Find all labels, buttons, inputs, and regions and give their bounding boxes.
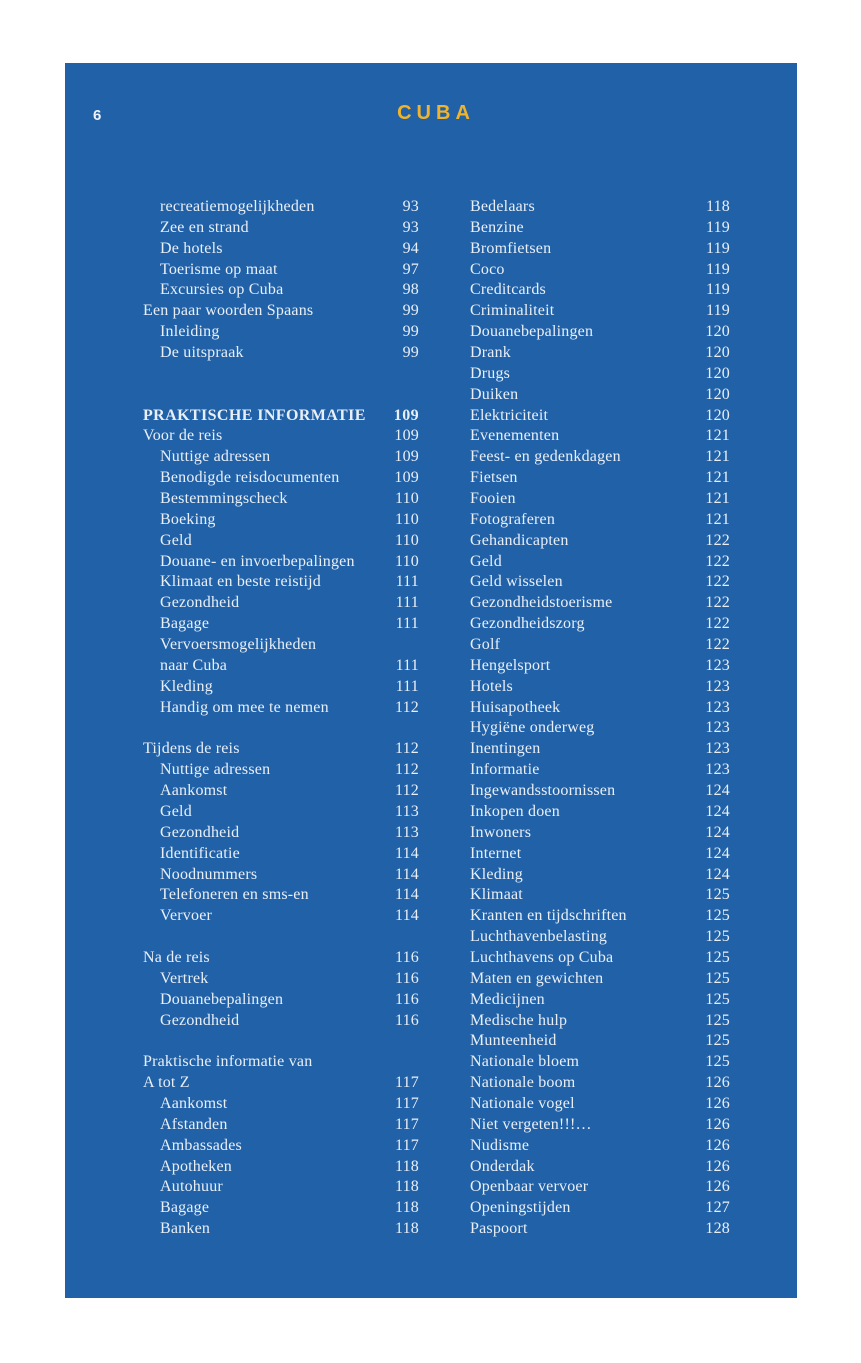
toc-column-right [470,197,730,1240]
toc-entry-label: Bagage [160,615,210,633]
toc-entry-label: Apotheken [160,1157,233,1175]
toc-entry [143,1011,419,1032]
toc-entry-label: Fietsen [470,469,518,487]
toc-entry-page: 113 [394,823,419,841]
toc-entry [143,489,419,510]
toc-entry-page: 121 [705,490,730,508]
toc-entry [143,802,419,823]
toc-entry-page: 112 [394,740,419,758]
book-title: CUBA [397,102,475,124]
toc-entry [470,614,730,635]
toc-entry [470,1136,730,1157]
toc-entry-label: Inwoners [470,823,532,841]
toc-entry-page: 116 [394,948,419,966]
toc-entry-label: Inkopen doen [470,802,560,820]
toc-entry-label: Informatie [470,761,540,779]
toc-entry-label: Coco [470,260,505,278]
toc-entry [470,948,730,969]
toc-entry-label: Elektriciteit [470,406,549,424]
toc-entry [143,322,419,343]
toc-entry-label: Hengelsport [470,656,551,674]
toc-entry-label: Nationale boom [470,1074,576,1092]
toc-entry-label: Douanebepalingen [470,323,594,341]
toc-entry-page: 122 [705,594,730,612]
toc-entry [143,1052,419,1073]
toc-entry [143,1136,419,1157]
toc-entry-label: Medische hulp [470,1011,568,1029]
toc-entry-label: Telefoneren en sms-en [160,886,309,904]
toc-entry-page: 119 [705,260,730,278]
toc-entry-label: Praktische informatie van [143,1053,313,1071]
toc-entry-page: 123 [705,719,730,737]
toc-entry-label: A tot Z [143,1074,190,1092]
toc-entry-page: 119 [705,302,730,320]
toc-entry [143,552,419,573]
page-number: 6 [93,107,102,124]
toc-entry-page: 120 [705,385,730,403]
toc-entry [143,280,419,301]
toc-entry-page: 111 [395,656,419,674]
toc-entry-label: Douanebepalingen [160,990,284,1008]
toc-entry-page: 124 [705,802,730,820]
toc-entry-page: 93 [402,198,419,215]
toc-entry-label: Golf [470,636,501,654]
toc-entry [470,656,730,677]
toc-entry-label: Hotels [470,677,513,695]
toc-entry [470,927,730,948]
toc-entry [470,1198,730,1219]
toc-entry-label: Internet [470,844,522,862]
toc-entry-label: Gezondheid [160,823,240,841]
toc-entry-page: 111 [395,573,419,591]
toc-entry [143,948,419,969]
toc-entry-page: 110 [394,531,419,549]
toc-entry-label: Openingstijden [470,1199,571,1217]
toc-entry-label: Autohuur [160,1178,223,1196]
toc-entry-page: 118 [394,1199,419,1217]
toc-entry [470,1157,730,1178]
toc-entry-page: 126 [705,1136,730,1154]
toc-entry-label: Huisapotheek [470,698,561,716]
toc-entry [143,1177,419,1198]
toc-entry-label: Gehandicapten [470,531,569,549]
toc-entry-page: 125 [705,948,730,966]
toc-entry [143,781,419,802]
toc-entry-page: 124 [705,865,730,883]
toc-entry [143,865,419,886]
toc-entry-label: Toerisme op maat [160,260,278,278]
toc-entry-label: Nudisme [470,1136,530,1154]
toc-entry [143,301,419,322]
toc-entry-label: Boeking [160,510,216,528]
toc-entry-page: 99 [402,302,419,320]
toc-entry-label: Geld [160,531,192,549]
toc-entry [143,656,419,677]
toc-entry [143,969,419,990]
toc-entry [143,343,419,364]
toc-entry-page: 99 [402,344,419,362]
toc-entry-page: 122 [705,531,730,549]
toc-entry-label: De uitspraak [160,344,244,362]
toc-entry-label: Criminaliteit [470,302,555,320]
toc-entry [470,802,730,823]
toc-entry-label: Niet vergeten!!!… [470,1115,592,1133]
toc-entry-page: 116 [394,990,419,1008]
toc-entry-page: 93 [402,218,419,236]
toc-entry-label: Identificatie [160,844,240,862]
toc-entry-label: Paspoort [470,1220,528,1238]
toc-entry [143,531,419,552]
toc-entry-label: Gezondheid [160,594,240,612]
toc-entry-label: Noodnummers [160,865,258,883]
toc-entry [470,823,730,844]
toc-entry [470,239,730,260]
toc-entry [470,572,730,593]
toc-entry [143,468,419,489]
toc-entry-label: Tijdens de reis [143,740,240,758]
toc-entry [143,1198,419,1219]
toc-entry-label: PRAKTISCHE INFORMATIE [143,406,366,424]
toc-entry-page: 124 [705,844,730,862]
toc-entry-page: 117 [394,1136,419,1154]
toc-entry [470,197,730,218]
toc-entry [470,1219,730,1240]
toc-entry [470,301,730,322]
toc-entry-page: 128 [705,1220,730,1238]
toc-entry-page: 125 [705,990,730,1008]
toc-entry-page: 98 [402,281,419,299]
book-page [65,63,797,1298]
toc-entry [470,468,730,489]
toc-entry [143,1115,419,1136]
toc-entry-page: 116 [394,969,419,987]
toc-entry-label: Gezondheidszorg [470,615,585,633]
toc-entry-page: 123 [705,740,730,758]
toc-entry-label: Zee en strand [160,218,249,236]
toc-entry-page: 121 [705,469,730,487]
toc-entry [470,343,730,364]
toc-entry-page: 123 [705,656,730,674]
toc-entry [143,1073,419,1094]
toc-entry-page: 94 [402,239,419,257]
toc-entry-page: 112 [394,698,419,716]
toc-entry-label: Ambassades [160,1136,242,1154]
toc-entry-page: 111 [395,594,419,612]
toc-entry [470,1177,730,1198]
toc-entry-page: 118 [394,1220,419,1238]
toc-entry-label: Vertrek [160,969,209,987]
toc-entry-label: Banken [160,1220,211,1238]
toc-entry-page: 126 [705,1074,730,1092]
toc-entry [470,364,730,385]
toc-entry-label: Inleiding [160,323,220,341]
toc-entry-page: 126 [705,1094,730,1112]
toc-entry-page: 110 [394,552,419,570]
toc-entry-label: Geld wisselen [470,573,563,591]
toc-entry-page: 118 [394,1157,419,1175]
toc-entry-page: 125 [705,1032,730,1050]
toc-entry-label: Aankomst [160,782,228,800]
toc-entry-label: Klimaat [470,886,523,904]
toc-entry-page: 123 [705,698,730,716]
toc-entry [143,447,419,468]
toc-entry [470,447,730,468]
toc-entry [143,593,419,614]
toc-entry [143,1157,419,1178]
toc-entry [143,239,419,260]
toc-entry [143,218,419,239]
toc-entry-label: Maten en gewichten [470,969,604,987]
toc-entry-label: Kleding [160,677,213,695]
toc-entry-label: Geld [470,552,502,570]
toc-entry [470,1011,730,1032]
toc-entry-page: 126 [705,1115,730,1133]
toc-entry-page: 114 [394,865,419,883]
toc-entry [143,885,419,906]
toc-entry-page: 111 [395,615,419,633]
toc-entry [143,426,419,447]
toc-entry [470,552,730,573]
toc-entry-page: 125 [705,1053,730,1071]
toc-entry [470,635,730,656]
toc-entry [470,1115,730,1136]
toc-entry-page: 125 [705,886,730,904]
toc-entry-page: 109 [394,427,419,445]
toc-entry-label: Hygiëne onderweg [470,719,595,737]
toc-entry-page: 114 [394,886,419,904]
table-of-contents [143,197,730,1240]
toc-entry [470,426,730,447]
toc-entry-label: Benodigde reisdocumenten [160,469,340,487]
toc-entry-page: 110 [394,490,419,508]
toc-entry-page: 97 [402,260,419,278]
toc-entry-label: Nuttige adressen [160,448,271,466]
toc-entry-page: 109 [394,469,419,487]
toc-entry-label: Klimaat en beste reistijd [160,573,321,591]
toc-entry-page: 120 [705,406,730,424]
toc-entry-label: Benzine [470,218,524,236]
toc-entry-page: 124 [705,823,730,841]
toc-entry-page: 119 [705,239,730,257]
toc-entry [143,406,419,427]
toc-entry-label: Drugs [470,364,511,382]
toc-entry [470,510,730,531]
toc-entry [143,906,419,927]
toc-entry-page: 124 [705,782,730,800]
toc-entry [470,865,730,886]
toc-entry-label: Bromfietsen [470,239,552,257]
toc-entry-label: Fotograferen [470,510,556,528]
toc-entry [470,906,730,927]
toc-entry-page: 126 [705,1178,730,1196]
toc-entry [143,260,419,281]
toc-entry-label: Creditcards [470,281,546,299]
toc-entry-label: Bedelaars [470,198,535,215]
toc-entry-label: Excursies op Cuba [160,281,284,299]
toc-entry-label: Vervoer [160,907,213,925]
toc-entry-label: Vervoersmogelijkheden [160,636,317,654]
toc-entry-page: 122 [705,636,730,654]
toc-entry-label: Afstanden [160,1115,228,1133]
toc-entry [143,844,419,865]
toc-entry [470,322,730,343]
toc-entry-label: Nuttige adressen [160,761,271,779]
toc-entry-page: 109 [394,448,419,466]
toc-entry-page: 117 [394,1094,419,1112]
toc-entry-label: Inentingen [470,740,541,758]
toc-entry-page: 111 [395,677,419,695]
toc-entry-label: Fooien [470,490,516,508]
toc-entry [143,1094,419,1115]
toc-entry-page: 120 [705,323,730,341]
toc-entry [470,593,730,614]
toc-entry-label: Een paar woorden Spaans [143,302,314,320]
toc-entry [470,280,730,301]
toc-entry-label: Duiken [470,385,519,403]
toc-entry-label: naar Cuba [160,656,228,674]
toc-entry-page: 99 [402,323,419,341]
toc-entry [470,260,730,281]
toc-entry [470,844,730,865]
toc-entry-page: 110 [394,510,419,528]
toc-entry-label: Geld [160,802,192,820]
toc-entry-page: 118 [705,198,730,215]
toc-entry [143,823,419,844]
toc-entry-label: Gezondheid [160,1011,240,1029]
toc-entry-page: 118 [394,1178,419,1196]
toc-entry [143,572,419,593]
toc-entry [470,677,730,698]
toc-entry-page: 125 [705,907,730,925]
toc-entry [143,1219,419,1240]
toc-entry [143,197,419,218]
toc-entry-page: 122 [705,573,730,591]
toc-entry [143,760,419,781]
toc-entry-page: 113 [394,802,419,820]
toc-entry-page: 123 [705,677,730,695]
toc-entry-page: 121 [705,427,730,445]
toc-entry [470,781,730,802]
toc-entry-page: 121 [705,448,730,466]
toc-entry [470,739,730,760]
toc-entry [143,677,419,698]
toc-entry-page: 121 [705,510,730,528]
toc-entry-page: 112 [394,761,419,779]
toc-entry [143,698,419,719]
toc-entry-page: 117 [394,1115,419,1133]
toc-entry-label: Kranten en tijdschriften [470,907,627,925]
toc-entry-page: 126 [705,1157,730,1175]
toc-entry-page: 125 [705,928,730,946]
toc-column-left [143,197,419,1240]
toc-entry-label: Evenementen [470,427,560,445]
toc-entry-label: Luchthavens op Cuba [470,948,614,966]
toc-entry-page: 120 [705,364,730,382]
toc-entry-page: 122 [705,615,730,633]
toc-entry [143,510,419,531]
toc-entry-page: 119 [705,218,730,236]
toc-entry-label: Bestemmingscheck [160,490,288,508]
toc-entry-label: De hotels [160,239,223,257]
toc-entry [143,635,419,656]
toc-entry [470,698,730,719]
toc-entry [470,1052,730,1073]
toc-entry [470,760,730,781]
toc-entry-label: Na de reis [143,948,210,966]
toc-entry-label: Luchthavenbelasting [470,928,608,946]
toc-entry-page: 125 [705,969,730,987]
toc-entry-label: Onderdak [470,1157,535,1175]
toc-entry-page: 114 [394,907,419,925]
toc-entry-label: Aankomst [160,1094,228,1112]
toc-entry-page: 116 [394,1011,419,1029]
toc-entry-label: Ingewandsstoornissen [470,782,616,800]
toc-entry-page: 112 [394,782,419,800]
toc-entry-label: recreatiemogelijkheden [160,198,315,215]
toc-entry [470,489,730,510]
toc-entry [143,614,419,635]
toc-entry-label: Openbaar vervoer [470,1178,589,1196]
toc-entry-label: Gezondheidstoerisme [470,594,613,612]
toc-entry-page: 109 [393,406,419,424]
toc-entry-label: Munteenheid [470,1032,557,1050]
toc-entry [470,385,730,406]
toc-entry-page: 127 [705,1199,730,1217]
toc-entry [470,1073,730,1094]
toc-entry-label: Nationale bloem [470,1053,580,1071]
toc-entry [470,885,730,906]
toc-entry-label: Douane- en invoerbepalingen [160,552,355,570]
toc-entry-page: 123 [705,761,730,779]
toc-entry-label: Bagage [160,1199,210,1217]
toc-entry-label: Kleding [470,865,523,883]
toc-entry [470,718,730,739]
toc-entry [470,969,730,990]
toc-entry [470,531,730,552]
toc-entry-label: Handig om mee te nemen [160,698,329,716]
toc-entry-page: 120 [705,344,730,362]
toc-entry-page: 119 [705,281,730,299]
toc-entry [143,990,419,1011]
toc-entry-label: Nationale vogel [470,1094,575,1112]
toc-entry [470,218,730,239]
toc-entry [143,739,419,760]
toc-entry-page: 117 [394,1074,419,1092]
toc-entry-page: 114 [394,844,419,862]
toc-entry [470,406,730,427]
toc-entry-label: Feest- en gedenkdagen [470,448,621,466]
toc-entry-label: Medicijnen [470,990,545,1008]
toc-entry [470,1094,730,1115]
toc-entry-label: Drank [470,344,511,362]
toc-entry-page: 125 [705,1011,730,1029]
toc-entry [470,990,730,1011]
toc-entry-label: Voor de reis [143,427,223,445]
toc-entry-page: 122 [705,552,730,570]
toc-entry [470,1031,730,1052]
